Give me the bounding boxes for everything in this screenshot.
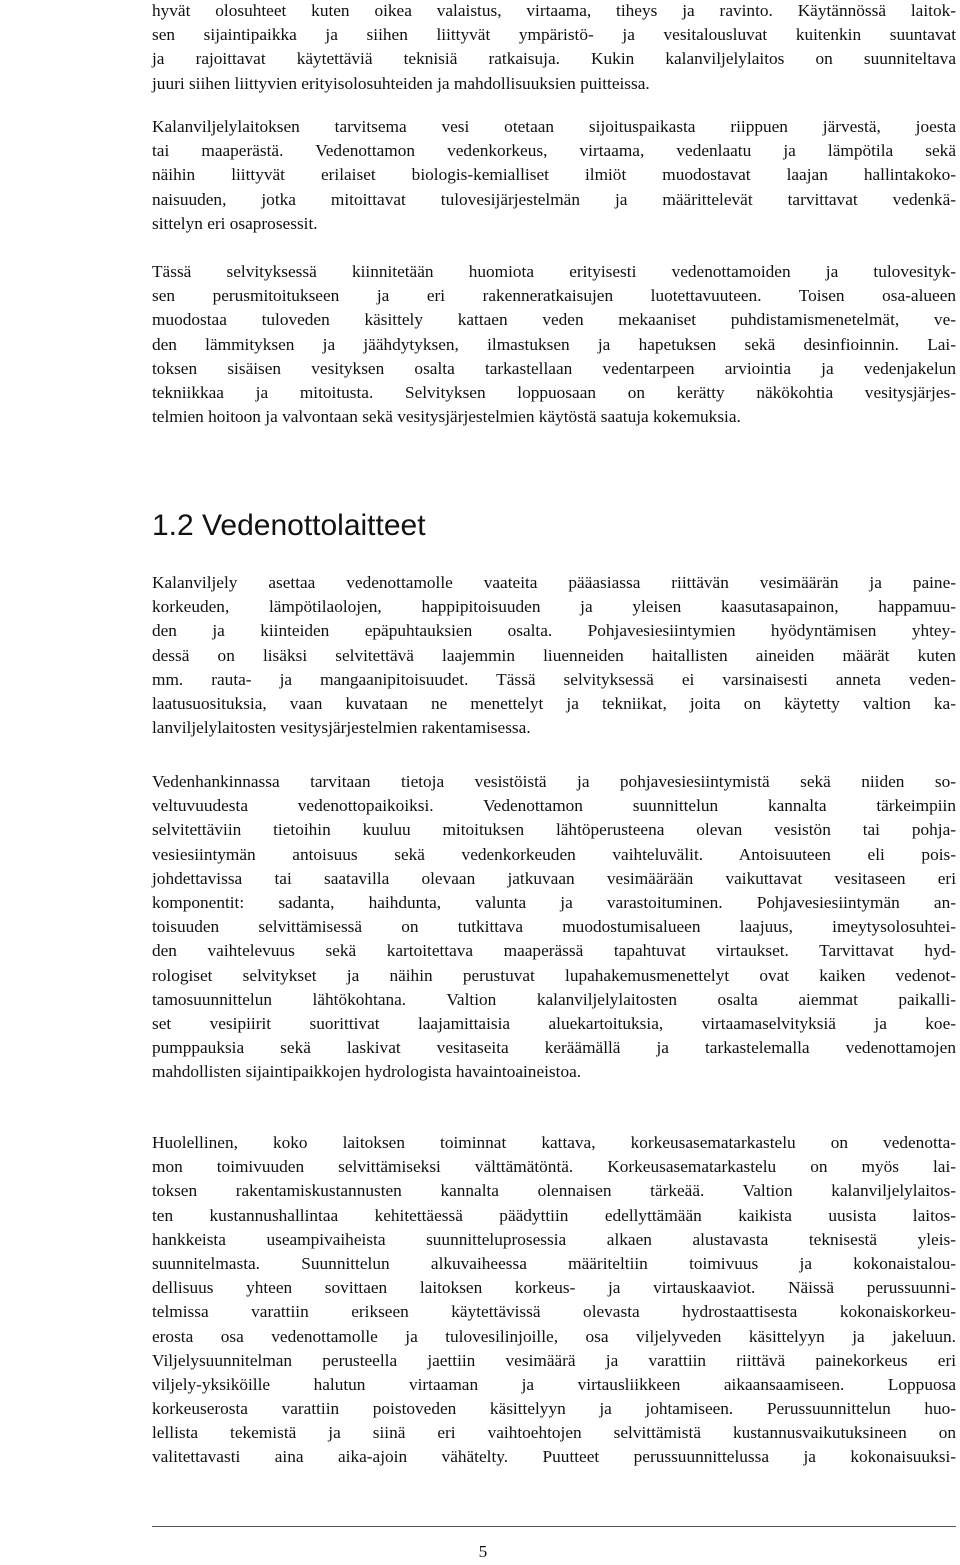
paragraph-line: telmissa varattiin erikseen käytettävissä olevasta hydrostaattisesta kokonaiskorkeu- [152,1302,956,1322]
paragraph-line: Tässä selvityksessä kiinnitetään huomiota erityisesti vedenottamoiden ja tulovesityk- [152,262,956,281]
paragraph-line: hankkeista useampivaiheista suunnitteluprosessia alkaen alustavasta teknisestä yleis- [152,1229,956,1249]
paragraph [152,1131,956,1470]
paragraph-line: juuri siihen liittyvien erityisolosuhteiden ja mahdollisuuksien puitteissa. [152,73,650,93]
paragraph-line: dessä on lisäksi selvitettävä laajemmin liuenneiden haitallisten aineiden määrät kuten [152,645,956,665]
page-number: 5 [478,1542,488,1561]
paragraph-line: dellisuus yhteen sovittaen laitoksen korkeus- ja virtauskaaviot. Näissä perussuunni- [152,1278,956,1298]
paragraph-line: valitettavasti aina aika-ajoin vähätelty. Puutteet perussuunnittelussa ja kokonaisuuksi- [152,1447,956,1467]
paragraph-line: suunnitelmasta. Suunnittelun alkuvaiheessa määriteltiin toimivuus ja kokonaistalou- [152,1253,956,1273]
paragraph-line: Vedenhankinnassa tarvitaan tietoja vesistöistä ja pohjavesiesiintymistä sekä niiden so- [152,772,956,791]
paragraph-line: sen sijaintipaikka ja siihen liittyvät ympäristö- ja vesitalousluvat kuitenkin suuntavat [152,25,956,45]
paragraph-line: den ja kiinteiden epäpuhtauksien osalta. Pohjavesiesiintymien hyödyntämisen yhtey- [152,621,956,641]
paragraph-line: ten kustannushallintaa kehitettäessä päädyttiin edellyttämään kaikista uusista laitos- [152,1205,956,1225]
paragraph-line: toisuuden selvittämisessä on tutkittava muodostumisalueen laajuus, imeytysolosuhtei- [152,917,956,937]
paragraph-line: laatusuosituksia, vaan kuvataan ne menettelyt ja tekniikat, joita on käytetty valtion ka- [152,693,956,713]
paragraph-line: tamosuunnittelun lähtökohtana. Valtion kalanviljelylaitosten osalta aiemmat paikalli- [152,989,956,1009]
paragraph-line: den lämmityksen ja jäähdytyksen, ilmastuksen ja hapetuksen sekä desinfioinnin. Lai- [152,334,956,354]
paragraph-line: naisuuden, jotka mitoittavat tulovesijärjestelmän ja määrittelevät tarvittavat vedenkä- [152,189,956,209]
paragraph-line: Huolellinen, koko laitoksen toiminnat kattava, korkeusasematarkastelu on vedenotta- [152,1133,956,1152]
paragraph-line: telmien hoitoon ja valvontaan sekä vesitysjärjestelmien käytöstä saatuja kokemuksia. [152,407,741,427]
paragraph-line: vesiesiintymän antoisuus sekä vedenkorkeuden vaihteluvälit. Antoisuuteen eli pois- [152,844,956,864]
paragraph-line: näihin liittyvät erilaiset biologis-kemialliset ilmiöt muodostavat laajan hallintakoko- [152,165,956,185]
paragraph-line: viljely-yksiköille halutun virtaaman ja virtausliikkeen aikaansaamiseen. Loppuosa [152,1374,956,1394]
paragraph [152,571,956,740]
paragraph-line: Viljelysuunnitelman perusteella jaettiin vesimäärä ja varattiin riittävä painekorkeus eri [152,1350,956,1370]
paragraph [152,260,956,429]
paragraph-line: muodostaa tuloveden käsittely kattaen veden mekaaniset puhdistamismenetelmät, ve- [152,310,956,330]
paragraph-line: ja rajoittavat käytettäviä teknisiä ratkaisuja. Kukin kalanviljelylaitos on suunniteltava [152,49,956,69]
paragraph-line: korkeuserosta varattiin poistoveden käsittelyyn ja johtamiseen. Perussuunnittelun huo- [152,1399,956,1419]
paragraph-line: mahdollisten sijaintipaikkojen hydrologista havaintoaineistoa. [152,1062,582,1082]
paragraph-line: den vaihtelevuus sekä kartoitettava maaperässä tapahtuvat virtaukset. Tarvittavat hyd- [152,941,956,961]
paragraph-line: toksen rakentamiskustannusten kannalta olennaisen tärkeää. Valtion kalanviljelylaitos- [152,1181,956,1201]
paragraph-line: Kalanviljely asettaa vedenottamolle vaateita pääasiassa riittävän vesimäärän ja paine- [152,573,956,592]
paragraph [152,0,956,96]
paragraph [152,115,956,236]
paragraph-line: selvitettäviin tietoihin kuuluu mitoituksen lähtöperusteena olevan vesistön tai pohja- [152,820,956,840]
footer-divider [152,1526,956,1527]
paragraph [152,770,956,1084]
paragraph-line: Kalanviljelylaitoksen tarvitsema vesi otetaan sijoituspaikasta riippuen järvestä, joesta [152,117,956,136]
paragraph-line: mm. rauta- ja mangaanipitoisuudet. Tässä selvityksessä ei varsinaisesti anneta veden- [152,669,956,689]
paragraph-line: korkeuden, lämpötilaolojen, happipitoisuuden ja yleisen kaasutasapainon, happamuu- [152,597,956,617]
paragraph-line: mon toimivuuden selvittämiseksi välttämätöntä. Korkeusasematarkastelu on myös lai- [152,1157,956,1177]
section-heading: 1.2 Vedenottolaitteet [152,509,426,542]
paragraph-line: veltuvuudesta vedenottopaikoiksi. Vedenottamon suunnittelun kannalta tärkeimpiin [152,796,956,816]
paragraph-line: erosta osa vedenottamolle ja tulovesilinjoille, osa viljelyveden käsittelyyn ja jakeluun. [152,1326,956,1346]
paragraph-line: toksen sisäisen vesityksen osalta tarkastellaan vedentarpeen arviointia ja vedenjakelun [152,358,956,378]
paragraph-line: set vesipiirit suorittivat laajamittaisia aluekartoituksia, virtaamaselvityksiä ja koe- [152,1013,956,1033]
paragraph-line: rologiset selvitykset ja näihin perustuvat lupahakemusmenettelyt ovat kaiken vedenot- [152,965,956,985]
paragraph-line: hyvät olosuhteet kuten oikea valaistus, virtaama, tiheys ja ravinto. Käytännössä laitok- [152,1,956,20]
paragraph-line: pumppauksia sekä laskivat vesitaseita keräämällä ja tarkastelemalla vedenottamojen [152,1038,956,1058]
paragraph-line: sittelyn eri osaprosessit. [152,213,318,233]
paragraph-line: johdettavissa tai saatavilla olevaan jatkuvaan vesimäärään vaikuttavat vesitaseen eri [152,868,956,888]
paragraph-line: tekniikkaa ja mitoitusta. Selvityksen loppuosaan on kerätty näkökohtia vesitysjärjes- [152,382,956,402]
paragraph-line: lanviljelylaitosten vesitysjärjestelmien rakentamisessa. [152,718,531,738]
paragraph-line: sen perusmitoitukseen ja eri rakenneratkaisujen luotettavuuteen. Toisen osa-alueen [152,286,956,306]
paragraph-line: tai maaperästä. Vedenottamon vedenkorkeus, virtaama, vedenlaatu ja lämpötila sekä [152,141,956,161]
paragraph-line: komponentit: sadanta, haihdunta, valunta ja varastoituminen. Pohjavesiesiintymän an- [152,892,956,912]
paragraph-line: lellista tekemistä ja siinä eri vaihtoehtojen selvittämistä kustannusvaikutuksineen on [152,1423,956,1443]
